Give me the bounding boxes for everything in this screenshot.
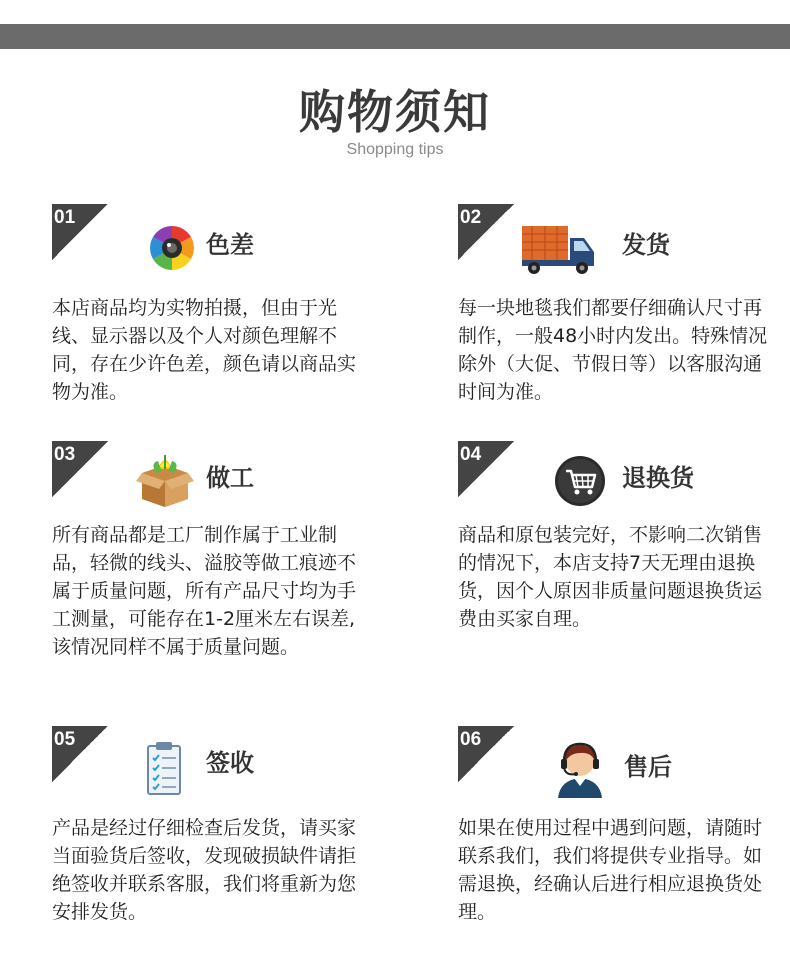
card-title: 色差 (206, 231, 254, 259)
card-title: 退换货 (622, 464, 694, 492)
card-title: 做工 (206, 464, 254, 492)
tip-card-color-difference (52, 204, 382, 404)
checklist-clipboard-icon (144, 740, 184, 798)
color-wheel-icon (146, 222, 198, 274)
number-badge: 02 (458, 204, 514, 260)
card-body: 商品和原包装完好，不影响二次销售的情况下，本店支持7天无理由退换货，因个人原因非质量问题退换货运费由买家自理。 (458, 524, 763, 630)
number-badge: 04 (458, 441, 514, 497)
card-body: 每一块地毯我们都要仔细确认尺寸再制作，一般48小时内发出。特殊情况除外（大促、节假日等）以客服沟通时间为准。 (458, 297, 768, 403)
tip-card-workmanship (52, 441, 382, 691)
delivery-truck-icon (520, 222, 598, 278)
number-badge: 05 (52, 726, 108, 782)
card-title: 签收 (206, 749, 254, 777)
card-title: 发货 (622, 231, 670, 259)
page-subtitle: Shopping tips (346, 141, 444, 158)
tip-card-signing (52, 726, 382, 926)
tip-card-returns (458, 441, 788, 691)
tip-card-after-sales (458, 726, 788, 926)
tip-card-shipping (458, 204, 788, 404)
top-banner-bar (0, 24, 790, 49)
card-body: 如果在使用过程中遇到问题，请随时联系我们，我们将提供专业指导。如需退换，经确认后进行相应退换货处理。 (458, 817, 763, 923)
card-body: 产品是经过仔细检查后发货，请买家当面验货后签收，发现破损缺件请拒绝签收并联系客服，我们将重新为您安排发货。 (52, 817, 357, 923)
customer-service-icon (554, 740, 606, 798)
card-body: 所有商品都是工厂制作属于工业制品，轻微的线头、溢胶等做工痕迹不属于质量问题，所有产品尺寸均为手工测量，可能存在1-2厘米左右误差,该情况同样不属于质量问题。 (52, 524, 357, 658)
card-body: 本店商品均为实物拍摄，但由于光线、显示器以及个人对颜色理解不同，存在少许色差，颜色请以商品实物为准。 (52, 297, 357, 403)
card-title: 售后 (624, 753, 672, 781)
number-badge: 06 (458, 726, 514, 782)
number-badge: 01 (52, 204, 108, 260)
number-badge: 03 (52, 441, 108, 497)
shopping-cart-icon (554, 455, 606, 507)
page-title: 购物须知 (299, 85, 491, 139)
package-box-icon (136, 447, 194, 509)
